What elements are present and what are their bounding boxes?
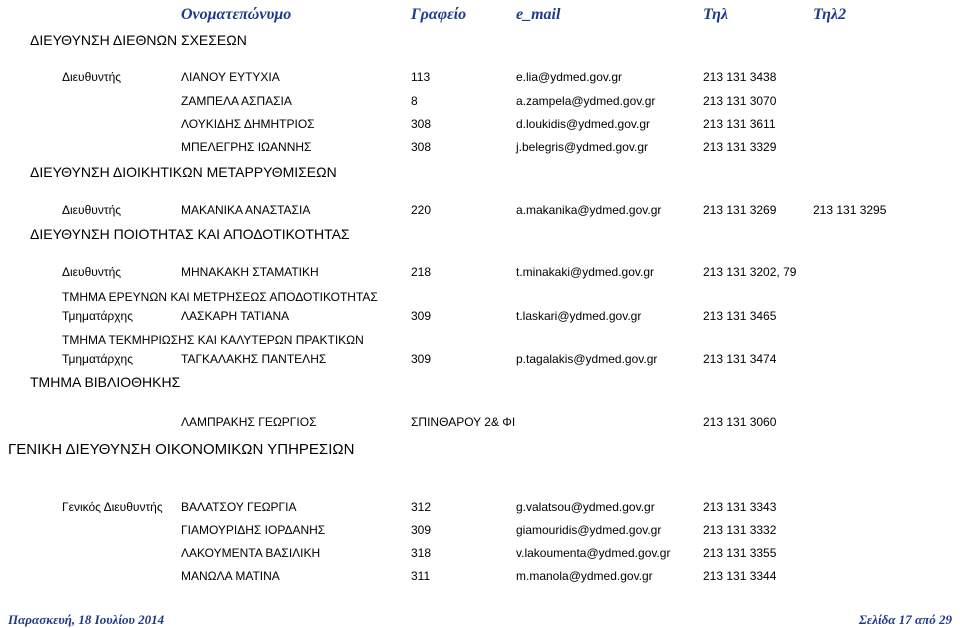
office-cell: 309 [411, 523, 432, 537]
phone2-cell: 213 131 3295 [813, 203, 887, 217]
email-cell: g.valatsou@ydmed.gov.gr [516, 500, 655, 514]
office-cell: 308 [411, 140, 432, 154]
name-cell: ΒΑΛΑΤΣΟΥ ΓΕΩΡΓΙΑ [181, 500, 297, 514]
name-cell: ΛΑΜΠΡΑΚΗΣ ΓΕΩΡΓΙΟΣ [181, 415, 317, 429]
section-title: ΤΜΗΜΑ ΒΙΒΛΙΟΘΗΚΗΣ [30, 374, 181, 390]
role-cell: Διευθυντής [62, 203, 122, 217]
role-cell: Τμηματάρχης [62, 309, 133, 323]
office-cell: 218 [411, 265, 432, 279]
role-cell: Διευθυντής [62, 265, 122, 279]
phone-cell: 213 131 3269 [703, 203, 777, 217]
header-phone2: Τηλ2 [813, 6, 847, 23]
office-cell: 312 [411, 500, 432, 514]
phone-cell: 213 131 3438 [703, 70, 777, 84]
office-cell: 309 [411, 309, 432, 323]
name-cell: ΜΑΝΩΛΑ ΜΑΤΙΝΑ [181, 569, 280, 583]
section-title: ΔΙΕΥΘΥΝΣΗ ΔΙΟΙΚΗΤΙΚΩΝ ΜΕΤΑΡΡΥΘΜΙΣΕΩΝ [30, 164, 337, 180]
name-cell: ΜΑΚΑΝΙΚΑ ΑΝΑΣΤΑΣΙΑ [181, 203, 311, 217]
office-cell: 113 [411, 70, 431, 84]
office-cell: 309 [411, 352, 432, 366]
email-cell: t.laskari@ydmed.gov.gr [516, 309, 642, 323]
office-cell: 8 [411, 94, 418, 108]
email-cell: v.lakoumenta@ydmed.gov.gr [516, 546, 671, 560]
subsection-title: ΤΜΗΜΑ ΤΕΚΜΗΡΙΩΣΗΣ ΚΑΙ ΚΑΛΥΤΕΡΩΝ ΠΡΑΚΤΙΚΩΝ [62, 333, 364, 347]
header-phone: Τηλ [703, 6, 729, 23]
role-cell: Διευθυντής [62, 70, 122, 84]
office-cell: 318 [411, 546, 432, 560]
email-cell: m.manola@ydmed.gov.gr [516, 569, 653, 583]
phone-cell: 213 131 3355 [703, 546, 777, 560]
email-cell: t.minakaki@ydmed.gov.gr [516, 265, 655, 279]
phone-cell: 213 131 3474 [703, 352, 777, 366]
phone-cell: 213 131 3465 [703, 309, 777, 323]
phone-cell: 213 131 3329 [703, 140, 777, 154]
name-cell: ΛΑΣΚΑΡΗ ΤΑΤΙΑΝΑ [181, 309, 290, 323]
subsection-title: ΤΜΗΜΑ ΕΡΕΥΝΩΝ ΚΑΙ ΜΕΤΡΗΣΕΩΣ ΑΠΟΔΟΤΙΚΟΤΗΤΑΣ [62, 290, 378, 304]
phone-cell: 213 131 3611 [703, 117, 776, 131]
role-cell: Γενικός Διευθυντής [62, 500, 163, 514]
footer-page-number: Σελίδα 17 από 29 [858, 612, 952, 627]
section-title: ΔΙΕΥΘΥΝΣΗ ΠΟΙΟΤΗΤΑΣ ΚΑΙ ΑΠΟΔΟΤΙΚΟΤΗΤΑΣ [30, 226, 350, 242]
email-cell: a.makanika@ydmed.gov.gr [516, 203, 662, 217]
email-cell: a.zampela@ydmed.gov.gr [516, 94, 656, 108]
office-cell: 308 [411, 117, 432, 131]
email-cell: d.loukidis@ydmed.gov.gr [516, 117, 651, 131]
phone-cell: 213 131 3202, 79 [703, 265, 797, 279]
name-cell: ΤΑΓΚΑΛΑΚΗΣ ΠΑΝΤΕΛΗΣ [181, 352, 327, 366]
email-cell: p.tagalakis@ydmed.gov.gr [516, 352, 658, 366]
header-email: e_mail [516, 6, 561, 23]
email-cell: j.belegris@ydmed.gov.gr [516, 140, 649, 154]
role-cell: Τμηματάρχης [62, 352, 133, 366]
name-cell: ΓΙΑΜΟΥΡΙΔΗΣ ΙΟΡΔΑΝΗΣ [181, 523, 326, 537]
phone-cell: 213 131 3332 [703, 523, 777, 537]
phone-cell: 213 131 3060 [703, 415, 777, 429]
phone-cell: 213 131 3343 [703, 500, 777, 514]
name-cell: ΜΠΕΛΕΓΡΗΣ ΙΩΑΝΝΗΣ [181, 140, 312, 154]
name-cell: ΛΙΑΝΟΥ ΕΥΤΥΧΙΑ [181, 70, 280, 84]
name-cell: ΛΟΥΚΙΔΗΣ ΔΗΜΗΤΡΙΟΣ [181, 117, 315, 131]
name-cell: ΜΗΝΑΚΑΚΗ ΣΤΑΜΑΤΙΚΗ [181, 265, 319, 279]
office-cell: ΣΠΙΝΘΑΡΟΥ 2& ΦΙ [411, 415, 516, 429]
section-title: ΔΙΕΥΘΥΝΣΗ ΔΙΕΘΝΩΝ ΣΧΕΣΕΩΝ [30, 32, 247, 48]
header-name: Ονοματεπώνυμο [181, 6, 292, 23]
phone-cell: 213 131 3070 [703, 94, 777, 108]
section-title: ΓΕΝΙΚΗ ΔΙΕΥΘΥΝΣΗ ΟΙΚΟΝΟΜΙΚΩΝ ΥΠΗΡΕΣΙΩΝ [8, 441, 355, 458]
header-office: Γραφείο [411, 6, 467, 23]
footer-date: Παρασκευή, 18 Ιουλίου 2014 [8, 612, 165, 627]
email-cell: giamouridis@ydmed.gov.gr [516, 523, 662, 537]
phone-cell: 213 131 3344 [703, 569, 777, 583]
office-cell: 311 [411, 569, 431, 583]
name-cell: ΛΑΚΟΥΜΕΝΤΑ ΒΑΣΙΛΙΚΗ [181, 546, 321, 560]
name-cell: ΖΑΜΠΕΛΑ ΑΣΠΑΣΙΑ [181, 94, 292, 108]
office-cell: 220 [411, 203, 432, 217]
email-cell: e.lia@ydmed.gov.gr [516, 70, 623, 84]
